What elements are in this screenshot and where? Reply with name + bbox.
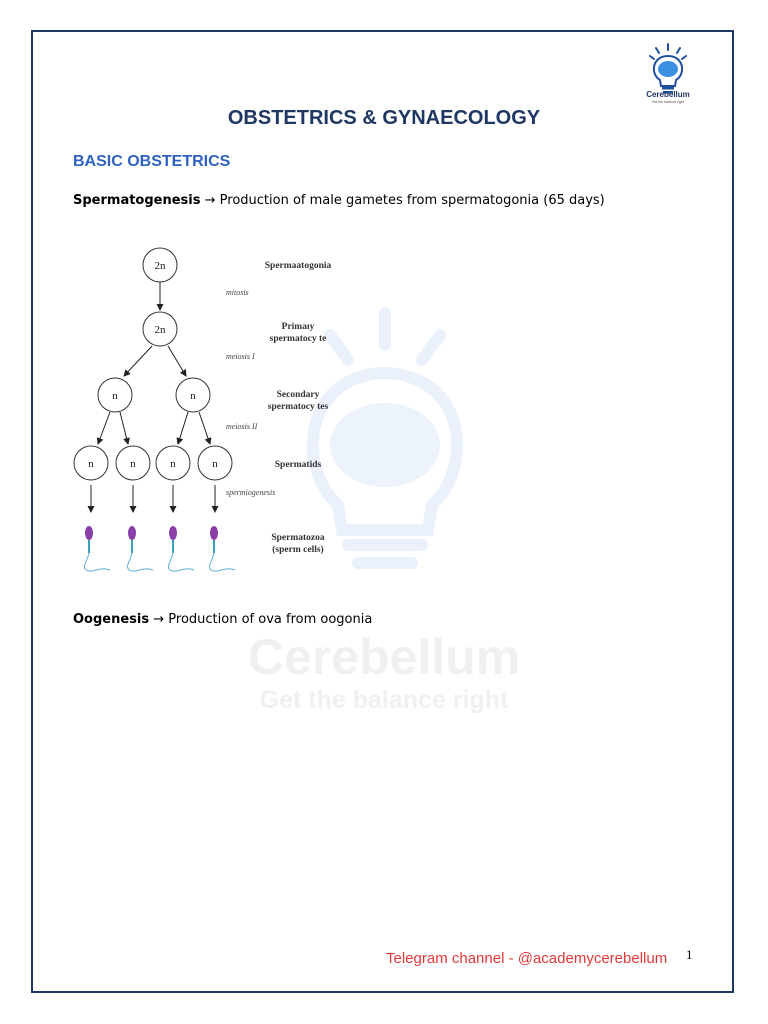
cell-label: n [170, 458, 176, 470]
arrow [178, 412, 188, 444]
arrow [124, 346, 152, 376]
stage-label: spermatocy tes [267, 402, 329, 412]
watermark-tagline: Get the balance right [259, 686, 509, 714]
stage-label: (sperm cells) [272, 545, 324, 555]
cell-label: n [212, 458, 218, 470]
process-label: meiosis I [226, 352, 255, 361]
stage-label: Spermaatogonia [264, 261, 332, 271]
stage-label: Secondary [276, 390, 320, 400]
logo-name: Cerebellum [646, 90, 690, 99]
cell-label: n [190, 390, 196, 402]
cell-label: 2n [154, 324, 166, 336]
stage-label: Spermatids [274, 460, 322, 470]
definition: Production of male gametes from spermatogonia (65 days) [219, 193, 605, 208]
watermark-name: Cerebellum [247, 629, 521, 685]
spermatogenesis-diagram [60, 240, 380, 585]
arrow [168, 346, 186, 376]
cell-label: n [112, 390, 118, 402]
cell-label: n [88, 458, 94, 470]
stage-label: spermatocy te [269, 334, 327, 344]
process-label: mitosis [226, 288, 249, 297]
arrow [199, 412, 210, 444]
definition: Production of ova from oogonia [168, 612, 373, 627]
stage-label: Spermatozoa [271, 533, 325, 543]
term: Spermatogenesis [73, 193, 201, 208]
process-label: meiosis II [226, 422, 258, 431]
spermatogenesis-line [73, 193, 605, 208]
arrow [98, 412, 110, 444]
page-number: 1 [686, 947, 693, 962]
telegram-channel-link[interactable]: Telegram channel - @academycerebellum [386, 950, 668, 967]
sperm-cell [127, 526, 153, 571]
oogenesis-line [73, 612, 372, 627]
process-label: spermiogenesis [226, 488, 276, 497]
arrow: → [200, 193, 220, 208]
arrow [120, 412, 128, 444]
cell-label: 2n [154, 260, 166, 272]
sperm-cell [209, 526, 235, 571]
page-title: OBSTETRICS & GYNAECOLOGY [227, 107, 541, 129]
cell-label: n [130, 458, 136, 470]
sperm-cell [84, 526, 110, 571]
section-heading: BASIC OBSTETRICS [73, 153, 231, 170]
term: Oogenesis [73, 612, 150, 627]
logo-tagline: Get the balance right [651, 100, 685, 104]
sperm-cells [84, 526, 235, 571]
sperm-cell [168, 526, 194, 571]
stage-label: Primaıy [281, 322, 315, 332]
arrow: → [149, 612, 169, 627]
